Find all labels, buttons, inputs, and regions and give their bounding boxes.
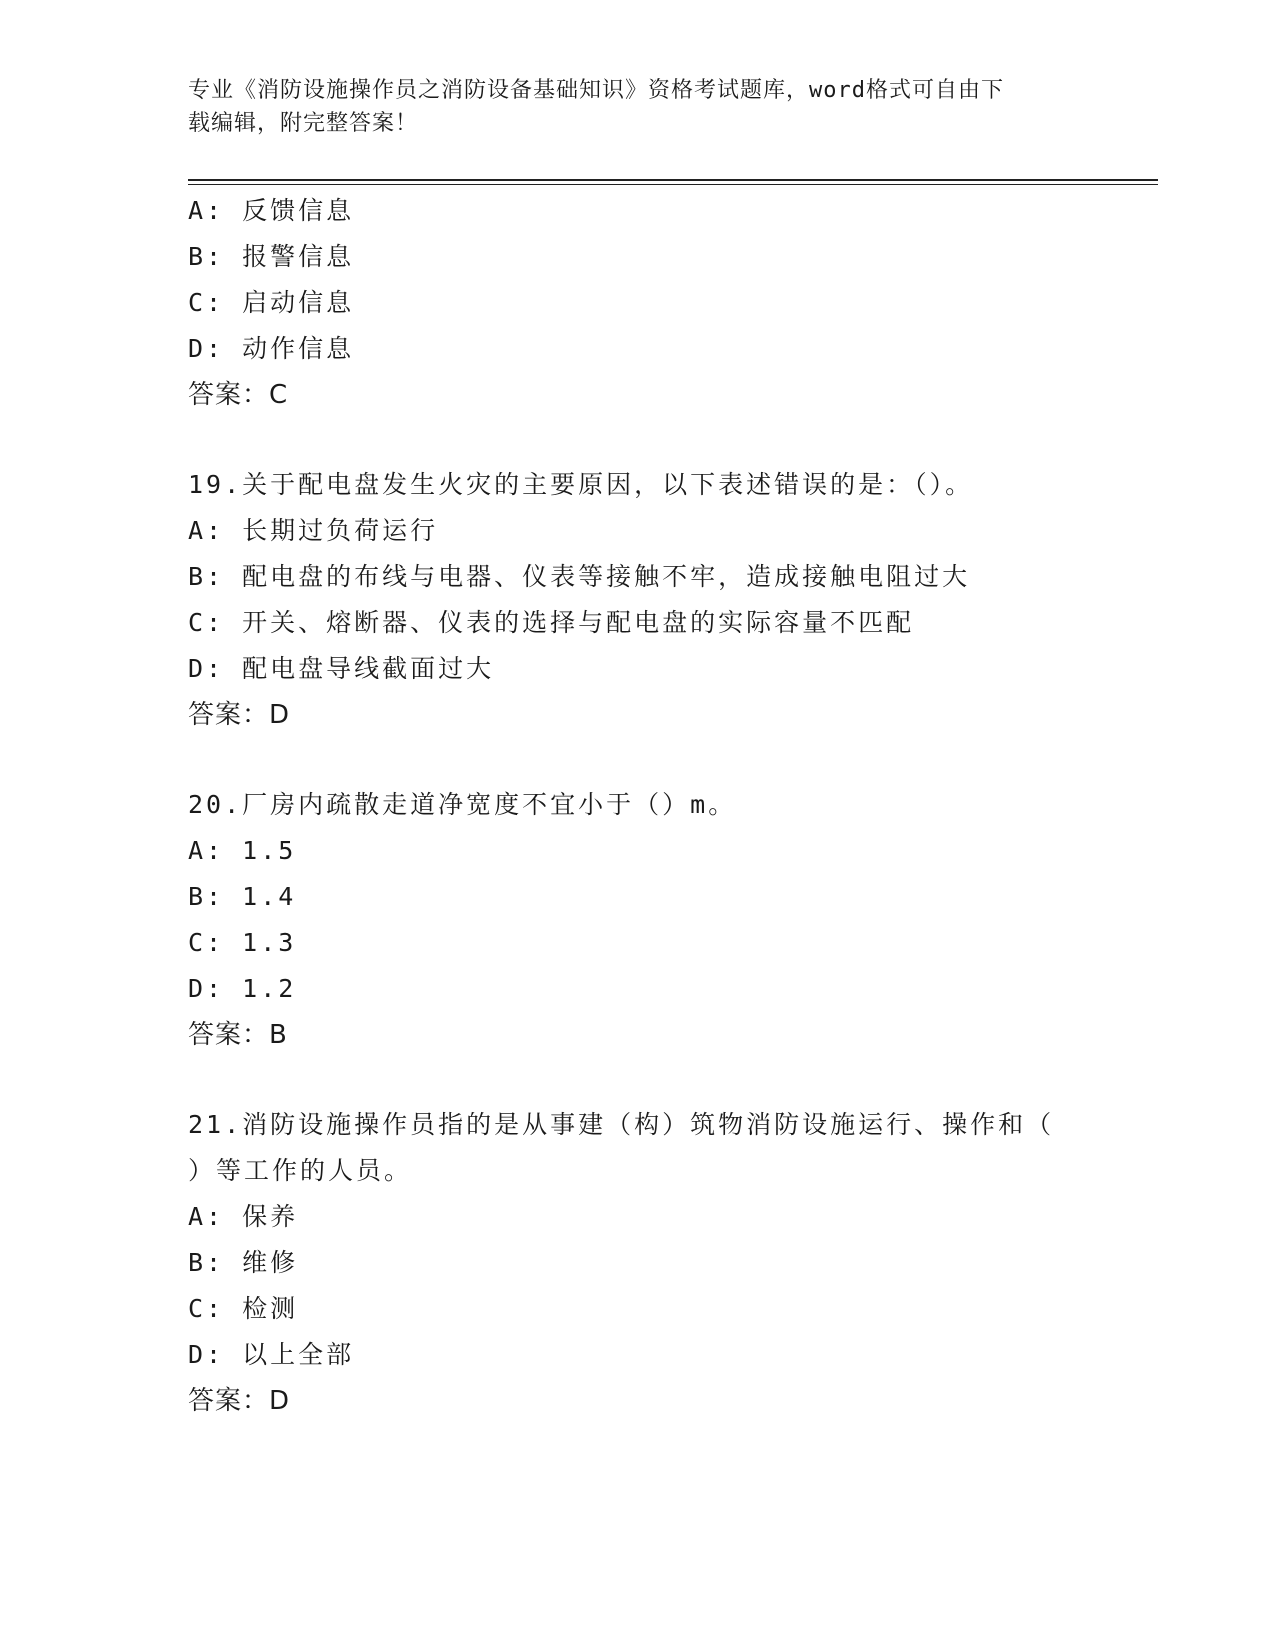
question-text-line-1: 21.消防设施操作员指的是从事建（构）筑物消防设施运行、操作和（: [188, 1110, 1055, 1139]
option-c: C: 1.3: [188, 928, 297, 957]
option-a: A: 1.5: [188, 836, 297, 865]
option-b: B: 配电盘的布线与电器、仪表等接触不牢，造成接触电阻过大: [188, 562, 971, 591]
answer-line: 答案：D: [188, 700, 291, 730]
question-block-20: [188, 782, 1088, 1058]
answer-line: 答案：B: [188, 1020, 288, 1050]
option-a: A: 长期过负荷运行: [188, 516, 439, 545]
question-block-19: [188, 462, 1088, 738]
option-d: D: 动作信息: [188, 334, 355, 363]
header-line-1: 专业《消防设施操作员之消防设备基础知识》资格考试题库，word格式可自由下: [188, 78, 1004, 103]
header-divider-thin: [188, 184, 1158, 185]
option-d: D: 配电盘导线截面过大: [188, 654, 495, 683]
option-b: B: 报警信息: [188, 242, 355, 271]
option-c: C: 开关、熔断器、仪表的选择与配电盘的实际容量不匹配: [188, 608, 915, 637]
option-c: C: 启动信息: [188, 288, 355, 317]
header-divider-thick: [188, 179, 1158, 181]
question-block-21: [188, 1102, 1088, 1424]
question-text: 20.厂房内疏散走道净宽度不宜小于（）m。: [188, 790, 737, 819]
answer-line: 答案：D: [188, 1386, 291, 1416]
option-b: B: 维修: [188, 1248, 299, 1277]
option-a: A: 保养: [188, 1202, 299, 1231]
document-header: [188, 74, 1088, 140]
option-d: D: 以上全部: [188, 1340, 355, 1369]
answer-line: 答案：C: [188, 380, 289, 410]
option-d: D: 1.2: [188, 974, 297, 1003]
header-line-2: 载编辑，附完整答案！: [188, 111, 419, 136]
option-a: A: 反馈信息: [188, 196, 355, 225]
question-list: [188, 188, 1088, 1424]
question-text-line-2: ）等工作的人员。: [188, 1156, 413, 1185]
option-c: C: 检测: [188, 1294, 299, 1323]
question-text: 19.关于配电盘发生火灾的主要原因，以下表述错误的是：（）。: [188, 470, 974, 499]
question-block-prev: [188, 188, 1088, 418]
option-b: B: 1.4: [188, 882, 297, 911]
